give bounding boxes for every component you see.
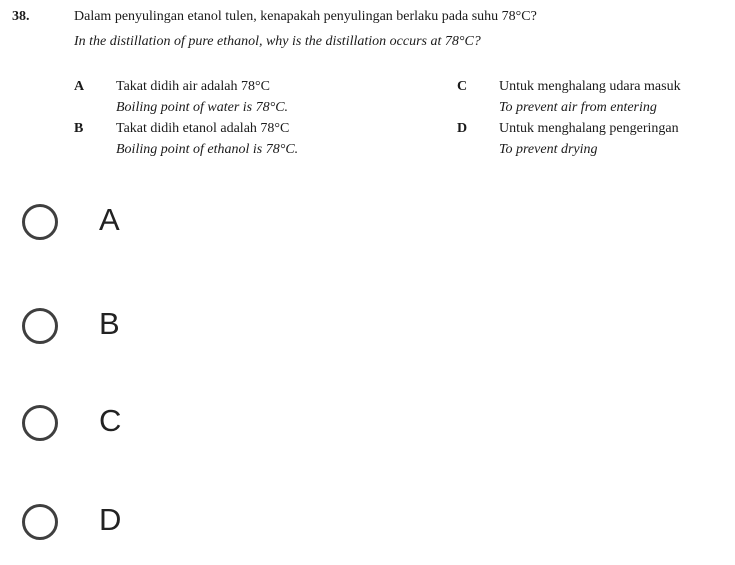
option-text-english: Boiling point of water is 78°C.	[116, 100, 289, 115]
answer-choice-label: B	[99, 306, 120, 341]
option-text-english: To prevent air from entering	[499, 100, 657, 115]
option-letter: B	[74, 121, 84, 136]
option-text-english: To prevent drying	[499, 142, 598, 157]
answer-choice-b[interactable]	[22, 296, 322, 356]
answer-choices	[0, 175, 735, 565]
answer-choice-label: A	[99, 202, 120, 237]
answer-choice-a[interactable]	[22, 192, 322, 252]
radio-button-c[interactable]	[22, 405, 58, 441]
radio-button-a[interactable]	[22, 204, 58, 240]
option-text-english: Boiling point of ethanol is 78°C.	[116, 142, 299, 157]
radio-button-b[interactable]	[22, 308, 58, 344]
answer-choice-label: C	[99, 403, 122, 438]
question-text-english: In the distillation of pure ethanol, why is the distillation occurs at 78°C?	[74, 34, 481, 49]
option-text-malay: Takat didih etanol adalah 78°C	[116, 121, 290, 136]
answer-choice-label: D	[99, 502, 122, 537]
answer-choice-d[interactable]	[22, 492, 322, 552]
option-letter: C	[457, 79, 468, 94]
option-letter: D	[457, 121, 468, 136]
question-block	[12, 0, 727, 168]
option-text-malay: Untuk menghalang udara masuk	[499, 79, 681, 94]
option-letter: A	[74, 79, 85, 94]
answer-choice-c[interactable]	[22, 393, 322, 453]
option-text-malay: Takat didih air adalah 78°C	[116, 79, 270, 94]
question-text-malay: Dalam penyulingan etanol tulen, kenapakah penyulingan berlaku pada suhu 78°C?	[74, 9, 537, 24]
question-number: 38.	[12, 9, 30, 24]
radio-button-d[interactable]	[22, 504, 58, 540]
option-text-malay: Untuk menghalang pengeringan	[499, 121, 679, 136]
